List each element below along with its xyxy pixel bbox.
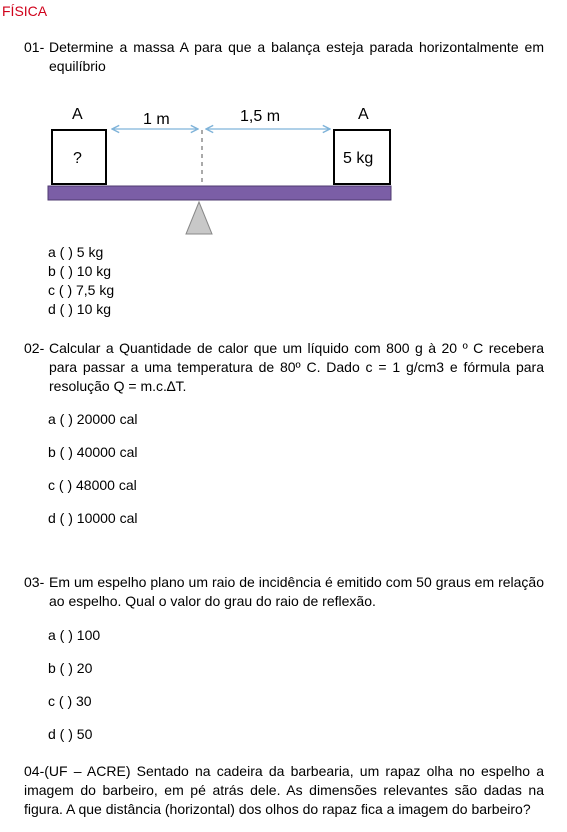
q1-option-d[interactable]: d ( ) 10 kg — [48, 301, 112, 317]
q3-option-d[interactable]: d ( ) 50 — [48, 726, 93, 742]
balance-figure — [46, 100, 396, 240]
q3-option-c[interactable]: c ( ) 30 — [48, 693, 92, 709]
box-right-text: 5 kg — [343, 150, 374, 167]
q2-option-a[interactable]: a ( ) 20000 cal — [48, 411, 138, 427]
question-4 — [24, 762, 544, 819]
question-text: 04-(UF – ACRE) Sentado na cadeira da barbearia, um rapaz olha no espelho a imagem do barbeiro, em pé atrás dele. As dimensões relevantes são dadas na figura. A que distância (horizontal) dos olhos do rapaz fica a imagem do barbeiro? — [24, 763, 544, 817]
question-number: 01- — [24, 39, 45, 55]
q3-option-b[interactable]: b ( ) 20 — [48, 660, 93, 676]
label-right: A — [358, 106, 369, 123]
subject-title: FÍSICA — [2, 3, 48, 19]
q1-option-b[interactable]: b ( ) 10 kg — [48, 263, 112, 279]
q2-option-b[interactable]: b ( ) 40000 cal — [48, 444, 138, 460]
q2-option-d[interactable]: d ( ) 10000 cal — [48, 510, 138, 526]
question-number: 03- — [24, 574, 45, 590]
fulcrum — [186, 202, 212, 234]
question-text: Calcular a Quantidade de calor que um líquido com 800 g à 20 º C recebera para passar a uma temperatura de 80º C. Dado c = 1 g/cm3 e fórmula para resolução Q = m.c.∆T. — [49, 340, 544, 394]
dist-right: 1,5 m — [240, 108, 281, 125]
question-text: Determine a massa A para que a balança esteja parada horizontalmente em equilíbrio — [49, 39, 544, 74]
q2-option-c[interactable]: c ( ) 48000 cal — [48, 477, 137, 493]
q1-option-a[interactable]: a ( ) 5 kg — [48, 244, 104, 260]
question-text: Em um espelho plano um raio de incidência é emitido com 50 graus em relação ao espelho. Qual o valor do grau do raio de reflexão. — [49, 574, 544, 609]
label-left: A — [72, 106, 83, 123]
question-number: 02- — [24, 340, 45, 356]
dist-left: 1 m — [143, 111, 170, 128]
lever-bar — [48, 186, 391, 200]
q3-option-a[interactable]: a ( ) 100 — [48, 627, 101, 643]
box-left-text: ? — [73, 150, 82, 167]
q1-option-c[interactable]: c ( ) 7,5 kg — [48, 282, 115, 298]
